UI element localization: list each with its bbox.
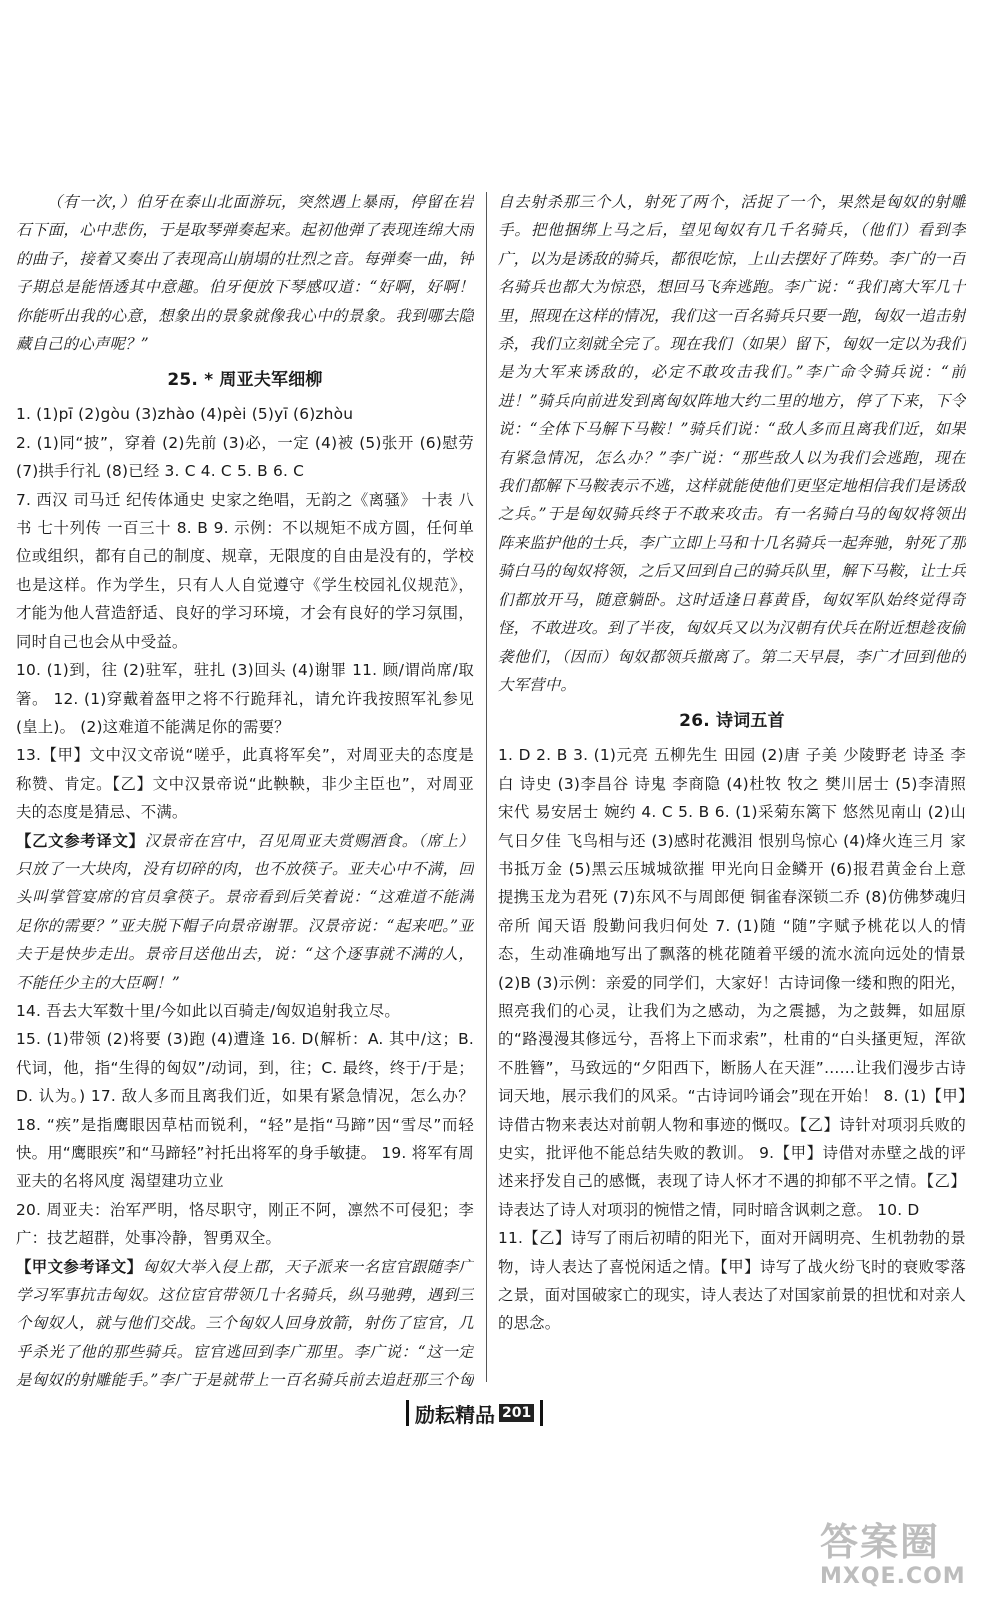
column-divider	[486, 192, 487, 1382]
left-column	[16, 188, 474, 1398]
answer-1-10: 1. D 2. B 3. (1)元亮 五柳先生 田园 (2)唐 子美 少陵野老 诗圣 李白 诗史 (3)李昌谷 诗鬼 李商隐 (4)杜牧 牧之 樊川居士 (5)李清照 宋代 易安居士 婉约 4. C 5. B 6. (1)采菊东篱下 悠然见南山 (2)山气日夕佳 飞鸟相与还 (3)感时花溅泪 恨别鸟惊心 (4)烽火连三月 家书抵万金 (5)黑云压城城欲摧 甲光向日金鳞开 (6)报君黄金台上意 提携玉龙为君死 (7)东风不与周郎便 铜雀春深锁二乔 (8)仿佛梦魂归帝所 闻天语 殷勤问我归何处 7. (1)随 “随”字赋予桃花以人的情态，生动准确地写出了飘落的桃花随着平缓的流水流向远处的情景 (2)B (3)示例：亲爱的同学们，大家好！古诗词像一缕和煦的阳光，照亮我们的心灵，让我们为之感动，为之震撼，为之鼓舞，如屈原的“路漫漫其修远兮，吾将上下而求索”，杜甫的“白头搔更短，浑欲不胜簪”，马致远的“夕阳西下，断肠人在天涯”……让我们漫步古诗词天地，展示我们的风采。“古诗词吟诵会”现在开始！ 8. (1)【甲】诗借古物来表达对前朝人物和事迹的慨叹。【乙】诗针对项羽兵败的史实，批评他不能总结失败的教训。 9.【甲】诗借对赤壁之战的评述来抒发自己的感慨，表现了诗人怀才不遇的抑郁不平之情。【乙】诗表达了诗人对项羽的惋惜之情，同时暗含讽刺之意。 10. D	[498, 746, 966, 1219]
section-heading-25: 25. * 周亚夫军细柳	[167, 370, 323, 391]
watermark-line2: MXQE.COM	[820, 1564, 966, 1589]
yi-translation-text: 汉景帝在宫中，召见周亚夫赏赐酒食。（席上）只放了一大块肉，没有切碎的肉，也不放筷子。亚夫心中不满，回头叫掌管宴席的官员拿筷子。景帝看到后笑着说：“这难道不能满足你的需要？”亚夫脱下帽子向景帝谢罪。汉景帝说：“起来吧。”亚夫于是快步走出。景帝目送他出去，说：“这个逐事就不满的人，不能任少主的大臣啊！”	[16, 831, 474, 992]
footer-bar-left	[406, 1400, 409, 1426]
page-number: 201	[499, 1404, 534, 1422]
answer-20: 20. 周亚夫：治军严明，恪尽职守，刚正不阿，凛然不可侵犯；李广：技艺超群，处事冷静，智勇双全。	[16, 1200, 474, 1248]
yi-translation-label: 【乙文参考译文】	[16, 831, 145, 850]
translation-paragraph: （有一次，）伯牙在泰山北面游玩，突然遇上暴雨，停留在岩石下面，心中悲伤，于是取琴弹奏起来。起初他弹了表现连绵大雨的曲子，接着又奏出了表现高山崩塌的壮烈之音。每弹奏一曲，钟子期总是能悟透其中意趣。伯牙便放下琴感叹道：“好啊，好啊！你能听出我的心意，想象出的景象就像我心中的景象。我到哪去隐藏自己的心声呢？”	[16, 193, 474, 354]
answer-1: 1. (1)pī (2)gòu (3)zhào (4)pèi (5)yī (6)zhòu	[16, 405, 354, 424]
watermark-line1: 答案圈	[820, 1520, 941, 1564]
answer-15-19: 15. (1)带领 (2)将要 (3)跑 (4)遭逢 16. D(解析：A. 其中/这；B. 代词，他，指“生得的匈奴”/动词，到，往；C. 最终，终于/于是；D. 认为。) 17. 敌人多而且离我们近，如果有紧急情况，怎么办？ 18. “疾”是指鹰眼因草枯而锐利，“轻”是指“马蹄”因“雪尽”而轻快。用“鹰眼疾”和“马蹄轻”衬托出将军的身手敏捷。 19. 将军有周亚夫的名将风度 渴望建功立业	[16, 1030, 474, 1191]
yi-translation	[16, 827, 474, 997]
watermark-logo	[820, 1520, 990, 1596]
answer-14: 14. 吾去大军数十里/今如此以百骑走/匈奴追射我立尽。	[16, 1001, 400, 1020]
jia-translation-text: 匈奴大举入侵上郡，天子派来一名宦官跟随李广学习军事抗击匈奴。这位宦官带领几十名骑兵，纵马驰骋，遇到三个匈奴人，就与他们交战。三个匈奴人回身放箭，射伤了宦官，几乎杀光了他的那些骑兵。宦官逃回到李广那里。李广说：“这一定是匈奴的射雕能手。”李广于是就带上一百名骑兵前去追赶那三个匈	[16, 1257, 474, 1390]
answer-11: 11.【乙】诗写了雨后初晴的阳光下，面对开阔明亮、生机勃勃的景物，诗人表达了喜悦闲适之情。【甲】诗写了战火纷飞时的衰败零落之景，面对国破家亡的现实，诗人表达了对国家前景的担忧和对亲人的思念。	[498, 1229, 966, 1333]
answer-7-9: 7. 西汉 司马迁 纪传体通史 史家之绝唱，无韵之《离骚》 十表 八书 七十列传 一百三十 8. B 9. 示例：不以规矩不成方圆，任何单位或组织，都有自己的制度、规章，无限度的自由是没有的，学校也是这样。作为学生，只有人人自觉遵守《学生校园礼仪规范》，才能为他人营造舒适、良好的学习环境，才会有良好的学习氛围，同时自己也会从中受益。	[16, 490, 474, 651]
jia-translation-label: 【甲文参考译文】	[16, 1257, 143, 1276]
footer-bar-right	[540, 1400, 543, 1426]
page-footer	[400, 1398, 549, 1428]
jia-translation	[16, 1253, 474, 1398]
footer-brand: 励耘精品	[415, 1402, 495, 1427]
translation-continued: 自去射杀那三个人，射死了两个，活捉了一个，果然是匈奴的射雕手。把他捆绑上马之后，望见匈奴有几千名骑兵，（他们）看到李广，以为是诱敌的骑兵，都很吃惊，上山去摆好了阵势。李广的一百名骑兵也都大为惊恐，想回马飞奔逃跑。李广说：“我们离大军几十里，照现在这样的情况，我们这一百名骑兵只要一跑，匈奴一追击射杀，我们立刻就全完了。现在我们（如果）留下，匈奴一定以为我们是为大军来诱敌的，必定不敢攻击我们。”李广命令骑兵说：“前进！”骑兵向前进发到离匈奴阵地大约二里的地方，停了下来，下令说：“全体下马解下马鞍！”骑兵们说：“敌人多而且离我们近，如果有紧急情况，怎么办？”李广说：“那些敌人以为我们会逃跑，现在我们都解下马鞍表示不逃，这样就能使他们更坚定地相信我们是诱敌之兵。”于是匈奴骑兵终于不敢来攻击。有一名骑白马的匈奴将领出阵来监护他的士兵，李广立即上马和十几名骑兵一起奔驰，射死了那骑白马的匈奴将领，之后又回到自己的骑兵队里，解下马鞍，让士兵们都放开马，随意躺卧。这时适逢日暮黄昏，匈奴军队始终觉得奇怪，不敢进攻。到了半夜，匈奴兵又以为汉朝有伏兵在附近想趁夜偷袭他们，（因而）匈奴都领兵撤离了。第二天早晨，李广才回到他的大军营中。	[498, 193, 966, 694]
section-heading-26: 26. 诗词五首	[679, 711, 785, 732]
answer-10-12: 10. (1)到，往 (2)驻军，驻扎 (3)回头 (4)谢罪 11. 顾/谓尚席/取箸。 12. (1)穿戴着盔甲之将不行跪拜礼，请允许我按照军礼参见(皇上)。 (2)这难道不能满足你的需要？	[16, 661, 474, 736]
answer-13: 13.【甲】文中汉文帝说“嗟乎，此真将军矣”，对周亚夫的态度是称赞、肯定。【乙】文中汉景帝说“此鞅鞅，非少主臣也”，对周亚夫的态度是猜忌、不满。	[16, 746, 474, 822]
right-column	[498, 188, 966, 1398]
answer-2-6: 2. (1)同“披”，穿着 (2)先前 (3)必，一定 (4)被 (5)张开 (6)慰劳 (7)拱手行礼 (8)已经 3. C 4. C 5. B 6. C	[16, 433, 474, 481]
